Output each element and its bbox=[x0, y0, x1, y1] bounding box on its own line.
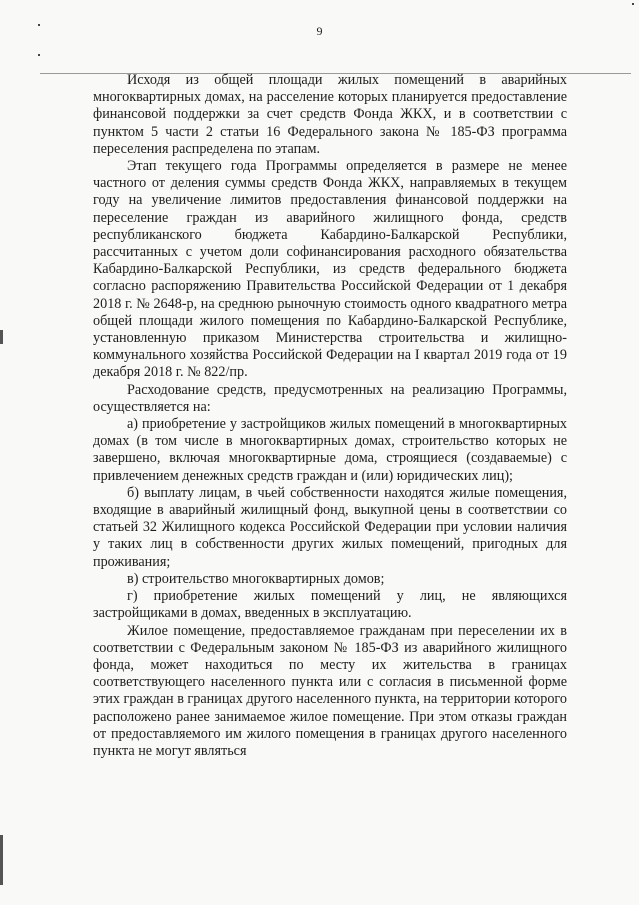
paragraph: Расходование средств, предусмотренных на реализацию Программы, осуществляется на: bbox=[93, 381, 567, 415]
page-number: 9 bbox=[316, 24, 323, 38]
list-item: в) строительство многоквартирных домов; bbox=[127, 570, 385, 587]
list-item: а) приобретение у застройщиков жилых помещений в многоквартирных домах (в том числе в многоквартирных домах, строительство которых не завершено, включая многоквартирные дома, строящиеся (создаваемые) с привлечением денежных средств граждан и (или) юридических лиц); bbox=[93, 416, 567, 484]
document-body bbox=[93, 72, 567, 760]
scan-edge-mark bbox=[0, 330, 3, 344]
paragraph: Жилое помещение, предоставляемое гражданам при переселении их в соответствии с Федеральным законом № 185-ФЗ из аварийного жилищного фонда, может находиться по месту их жительства в границах соответствующего населенного пункта или с согласия в письменной форме этих граждан в границах другого населенного пункта, на территории которого расположено ранее занимаемое жилое помещение. При этом отказы граждан от предоставляемого им жилого помещения в границах другого населенного пункта не могут являться bbox=[93, 622, 567, 759]
scan-edge-mark bbox=[0, 835, 3, 885]
scan-speck bbox=[632, 3, 634, 5]
scan-speck bbox=[38, 24, 40, 26]
scan-speck bbox=[38, 54, 40, 56]
list-item: г) приобретение жилых помещений у лиц, не являющихся застройщиками в домах, введенных в эксплуатацию. bbox=[93, 588, 567, 622]
paragraph: Исходя из общей площади жилых помещений в аварийных многоквартирных домах, на расселение которых планируется предоставление финансовой поддержки за счет средств Фонда ЖКХ, и в соответствии с пунктом 5 части 2 статьи 16 Федерального закона № 185-ФЗ программа переселения распределена по этапам. bbox=[93, 72, 567, 157]
list-item: б) выплату лицам, в чьей собственности находятся жилые помещения, входящие в аварийный жилищный фонд, выкупной цены в соответствии со статьей 32 Жилищного кодекса Российской Федерации при условии наличия у таких лиц в собственности других жилых помещений, пригодных для проживания; bbox=[93, 484, 567, 570]
paragraph: Этап текущего года Программы определяется в размере не менее частного от деления суммы средств Фонда ЖКХ, направляемых в текущем году на увеличение лимитов предоставления финансовой поддержки на переселение граждан из аварийного жилищного фонда, средств республиканского бюджета Кабардино-Балкарской Республики, рассчитанных с учетом доли софинансирования расходного обязательства Кабардино-Балкарской Республики, из средств федерального бюджета согласно распоряжению Правительства Российской Федерации от 1 декабря 2018 г. № 2648-р, на среднюю рыночную стоимость одного квадратного метра общей площади жилого помещения по Кабардино-Балкарской Республике, установленную приказом Министерства строительства и жилищно-коммунального хозяйства Российской Федерации на I квартал 2019 года от 19 декабря 2018 г. № 822/пр. bbox=[93, 158, 567, 381]
